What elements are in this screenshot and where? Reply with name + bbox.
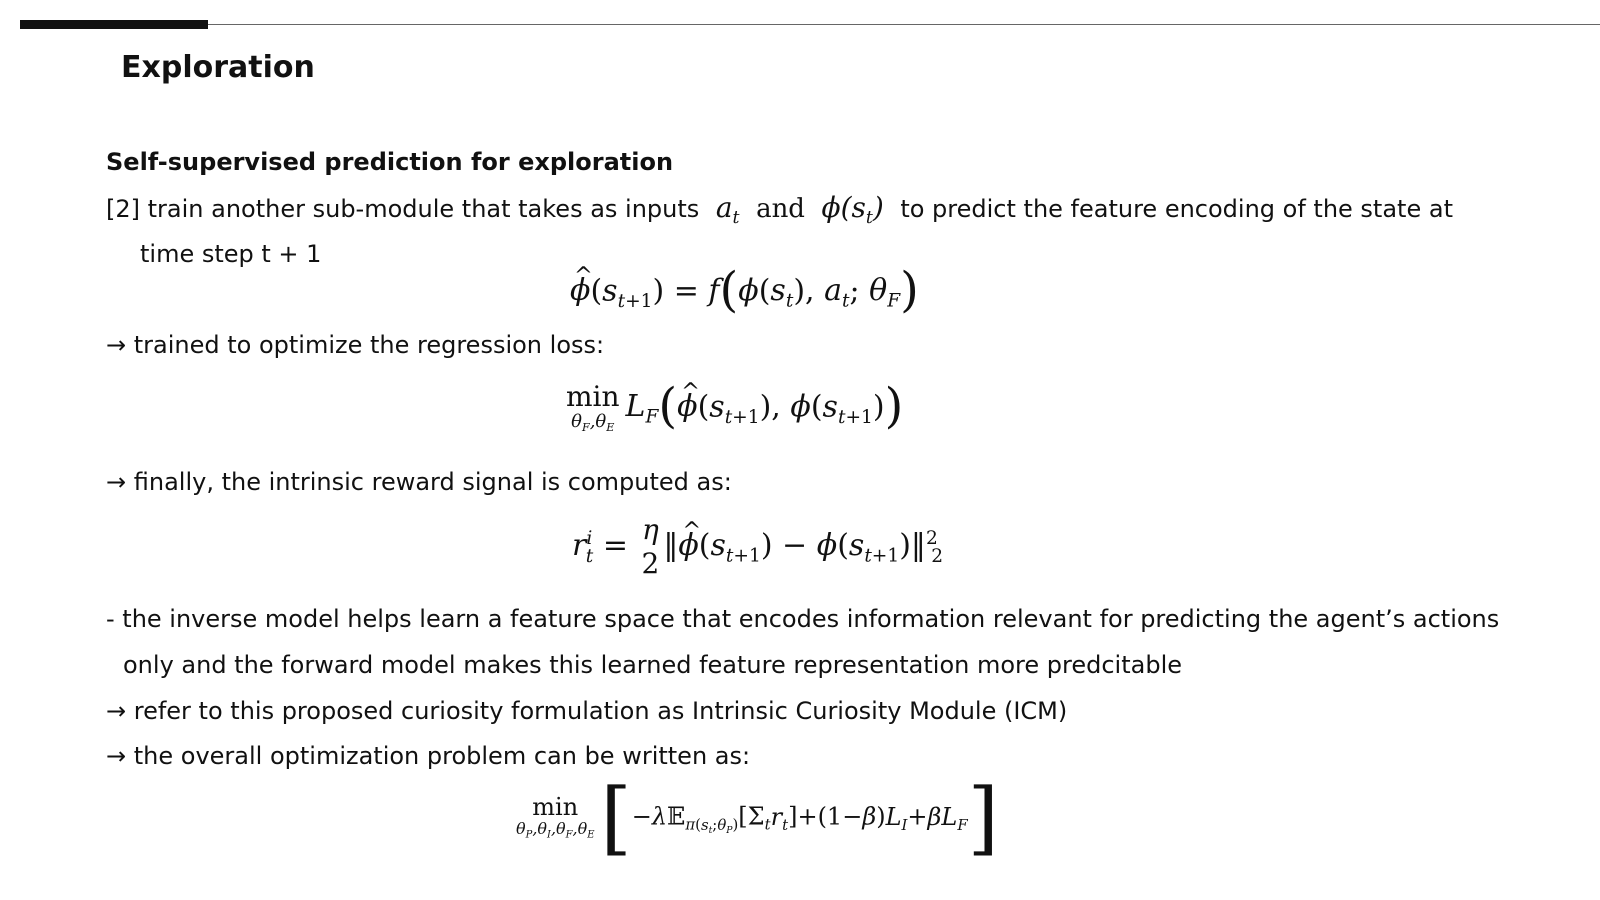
equation-intrinsic-reward: $r^i_t$ = η 2 ‖^ $\phi(s_{t+1})$ − $\phi(s_{t+1})‖^2_2$ [572,516,943,578]
top-rule-thin [20,24,1600,25]
equation-forward-model: ^ $\phi(s_{t+1}) = f(\phi(s_t)$, $a_t$; $\theta_F$) [570,262,919,318]
arrow-line-optimization: → the overall optimization problem can be written as: [106,742,751,770]
arrow-line-intrinsic-reward: → finally, the intrinsic reward signal is computed as: [106,468,732,496]
paragraph-line-2: time step t + 1 [140,240,322,268]
equation-regression-loss: min $\theta_F,\theta_E$ $L_F(\^{}$ $\phi(s_{t+1})$, $\phi(s_{t+1})$) [566,378,903,434]
paragraph-line-1 [106,193,1453,233]
math-phi-st: $\phi(s_t)$ [812,191,893,229]
section-heading: Self-supervised prediction for exploration [106,148,674,176]
arrow-line-icm: → refer to this proposed curiosity formulation as Intrinsic Curiosity Module (ICM) [106,697,1068,725]
equation-overall-optimization: min $\theta_P,\theta_I,\theta_F,\theta_E$ $[-\lambda 𝔼_{\pi(s_t;\theta_P)}[\Sigma_tr_t]+(1-\beta)L_I+\beta L_F]$ [516,771,999,864]
paragraph1-text-a: [2] train another sub-module that takes as inputs [106,195,700,223]
paragraph1-and: and [756,194,805,224]
arrow-line-regression: → trained to optimize the regression loss: [106,331,605,359]
dash-line-2: only and the forward model makes this learned feature representation more predcitable [123,651,1183,679]
math-a-t: $a_t$ [706,191,740,229]
slide-title: Exploration [121,50,315,85]
paragraph1-text-b: to predict the feature encoding of the state at [900,195,1453,223]
dash-line-1: - the inverse model helps learn a feature space that encodes information relevant for predicting the agent’s actions [106,605,1500,633]
top-rule-thick [20,20,208,29]
